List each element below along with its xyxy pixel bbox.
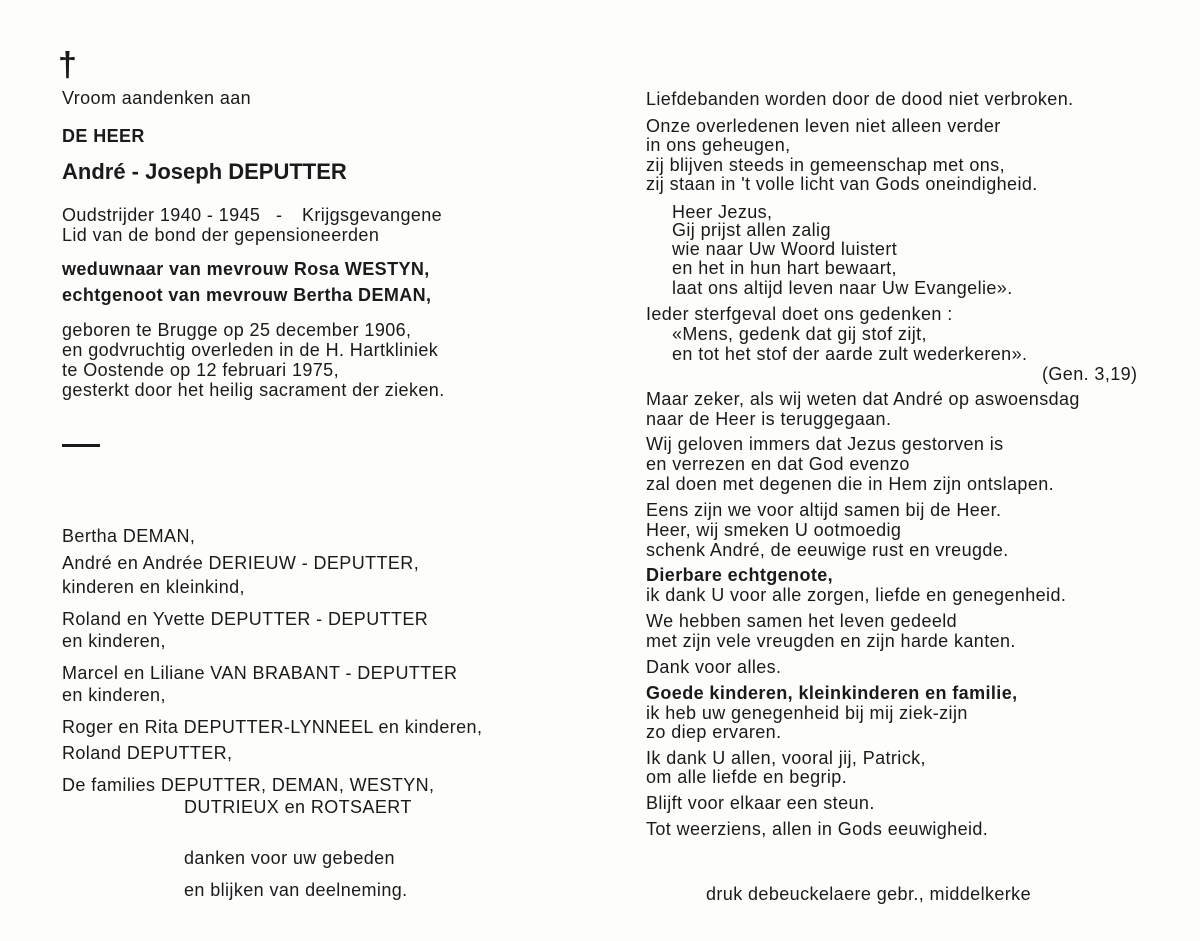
verse-line: zal doen met degenen die in Hem zijn ontslapen.	[646, 474, 1055, 494]
prayer-line: laat ons altijd leven naar Uw Evangelie».	[672, 278, 1013, 298]
verse-line: in ons geheugen,	[646, 135, 791, 155]
verse-line: naar de Heer is teruggegaan.	[646, 409, 892, 429]
bio-line: gesterkt door het heilig sacrament der zieken.	[62, 380, 445, 400]
verse-line: om alle liefde en begrip.	[646, 767, 848, 787]
family-line: Roger en Rita DEPUTTER-LYNNEEL en kinderen,	[62, 717, 483, 737]
family-line: kinderen en kleinkind,	[62, 577, 245, 597]
heading-family: Goede kinderen, kleinkinderen en familie,	[646, 683, 1018, 703]
verse-line: Maar zeker, als wij weten dat André op aswoensdag	[646, 389, 1080, 409]
bible-reference: (Gen. 3,19)	[1042, 364, 1138, 384]
verse-line: en verrezen en dat God evenzo	[646, 454, 910, 474]
bio-line: te Oostende op 12 februari 1975,	[62, 360, 339, 380]
bio-line: en godvruchtig overleden in de H. Hartkliniek	[62, 340, 439, 360]
family-line: DUTRIEUX en ROTSAERT	[184, 797, 412, 817]
verse-line: Blijft voor elkaar een steun.	[646, 793, 875, 813]
verse-line: Tot weerziens, allen in Gods eeuwigheid.	[646, 819, 989, 839]
family-line: De families DEPUTTER, DEMAN, WESTYN,	[62, 775, 435, 795]
verse-line: Onze overledenen leven niet alleen verder	[646, 116, 1001, 136]
verse-line: We hebben samen het leven gedeeld	[646, 611, 958, 631]
service-dash: -	[276, 205, 283, 225]
family-line: en kinderen,	[62, 685, 166, 705]
verse-line: zo diep ervaren.	[646, 722, 782, 742]
service-years: Oudstrijder 1940 - 1945	[62, 205, 261, 225]
heading-spouse: Dierbare echtgenote,	[646, 565, 834, 585]
verse-line: zij blijven steeds in gemeenschap met ons,	[646, 155, 1005, 175]
verse-line: Eens zijn we voor altijd samen bij de Heer.	[646, 500, 1002, 520]
verse-line: Liefdebanden worden door de dood niet verbroken.	[646, 89, 1074, 109]
verse-line: zij staan in 't volle licht van Gods oneindigheid.	[646, 174, 1038, 194]
verse-line: Wij geloven immers dat Jezus gestorven is	[646, 434, 1004, 454]
bond-text: Lid van de bond der gepensioneerden	[62, 225, 380, 245]
spouse-text: echtgenoot van mevrouw Bertha DEMAN,	[62, 285, 432, 305]
quote-line: en tot het stof der aarde zult wederkeren».	[672, 344, 1028, 364]
verse-line: met zijn vele vreugden en zijn harde kanten.	[646, 631, 1016, 651]
bio-line: geboren te Brugge op 25 december 1906,	[62, 320, 412, 340]
divider	[62, 444, 100, 447]
deceased-name: André - Joseph DEPUTTER	[62, 159, 347, 184]
printer-credit: druk debeuckelaere gebr., middelkerke	[706, 884, 1031, 904]
verse-line: Ik dank U allen, vooral jij, Patrick,	[646, 748, 926, 768]
family-line: Roland DEPUTTER,	[62, 743, 233, 763]
prayer-line: wie naar Uw Woord luistert	[672, 239, 898, 259]
widower-text: weduwnaar van mevrouw Rosa WESTYN,	[62, 259, 430, 279]
prayer-line: en het in hun hart bewaart,	[672, 258, 897, 278]
verse-line: Heer, wij smeken U ootmoedig	[646, 520, 902, 540]
thanks-line: en blijken van deelneming.	[184, 880, 408, 900]
quote-line: «Mens, gedenk dat gij stof zijt,	[672, 324, 927, 344]
service-pow: Krijgsgevangene	[302, 205, 443, 225]
family-line: Bertha DEMAN,	[62, 526, 196, 546]
family-line: en kinderen,	[62, 631, 166, 651]
intro-text: Vroom aandenken aan	[62, 88, 252, 108]
prayer-line: Heer Jezus,	[672, 202, 773, 222]
prayer-line: Gij prijst allen zalig	[672, 220, 831, 240]
verse-line: ik dank U voor alle zorgen, liefde en genegenheid.	[646, 585, 1067, 605]
verse-line: Ieder sterfgeval doet ons gedenken :	[646, 304, 953, 324]
family-line: Marcel en Liliane VAN BRABANT - DEPUTTER	[62, 663, 458, 683]
cross-icon: †	[58, 46, 77, 84]
title-text: DE HEER	[62, 126, 145, 146]
verse-line: ik heb uw genegenheid bij mij ziek-zijn	[646, 703, 968, 723]
thanks-line: danken voor uw gebeden	[184, 848, 395, 868]
family-line: Roland en Yvette DEPUTTER - DEPUTTER	[62, 609, 429, 629]
family-line: André en Andrée DERIEUW - DEPUTTER,	[62, 553, 420, 573]
verse-line: Dank voor alles.	[646, 657, 782, 677]
verse-line: schenk André, de eeuwige rust en vreugde.	[646, 540, 1009, 560]
